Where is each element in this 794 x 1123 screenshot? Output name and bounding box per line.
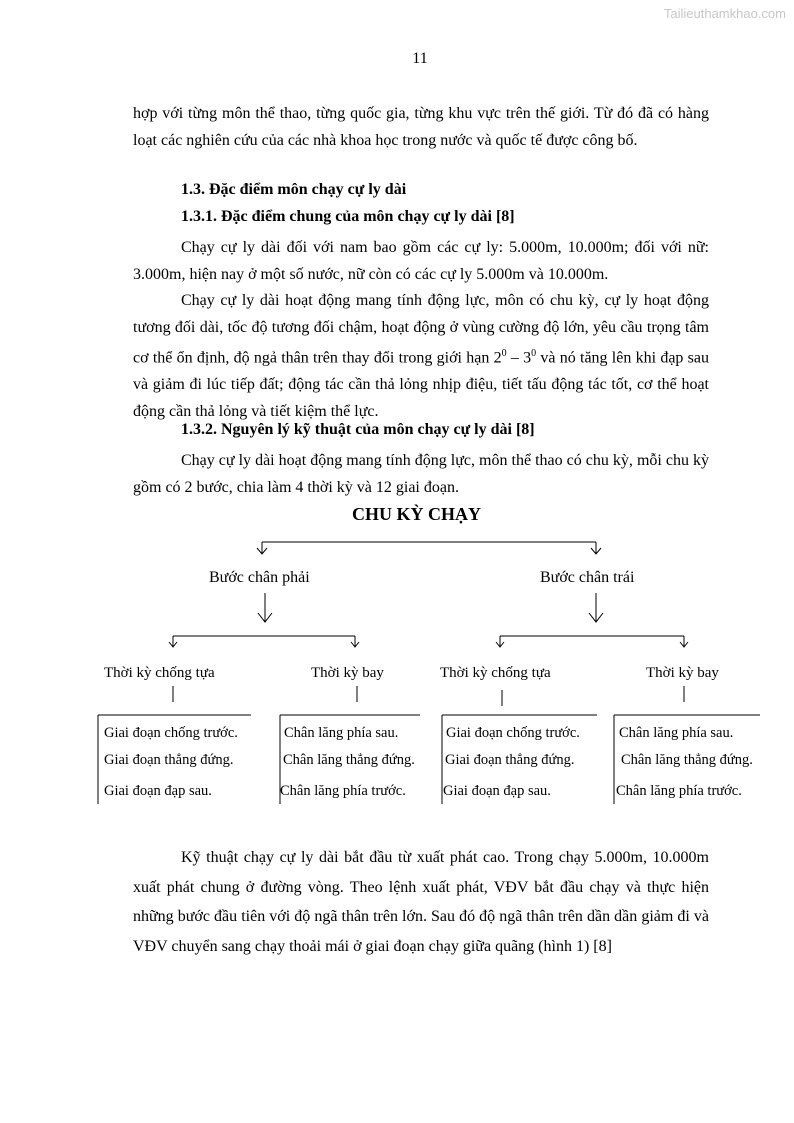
paragraph-technique: Kỹ thuật chạy cự ly dài bắt đầu từ xuất phát cao. Trong chạy 5.000m, 10.000m xuất phát chung ở đường vòng. Theo lệnh xuất phát, VĐV bắt đầu chạy và thực hiện những bước đầu tiên với độ ngã thân trên lớn. Sau đó độ ngã thân trên dần dần giảm đi và VĐV chuyển sang chạy thoải mái ở giai đoạn chạy giữa quãng (hình 1) [8]: [133, 849, 709, 955]
page-number: 11: [412, 50, 428, 67]
paragraph-distances: Chạy cự ly dài đối với nam bao gồm các cự ly: 5.000m, 10.000m; đối với nữ: 3.000m, hiện nay ở một số nước, nữ còn có các cự ly 5.000m và 10.000m.: [133, 239, 709, 283]
paragraph-principle: Chạy cự ly dài hoạt động mang tính động lực, môn thể thao có chu kỳ, mỗi chu kỳ gồm có 2 bước, chia làm 4 thời kỳ và 12 giai đoạn.: [133, 452, 709, 496]
angle-max: 3: [523, 349, 532, 367]
left-step-label: Bước chân trái: [540, 569, 635, 586]
period-support-2: Thời kỳ chống tựa: [440, 665, 551, 681]
angle-min: 2: [493, 349, 502, 367]
phase-1-1: Giai đoạn chống trước.: [104, 725, 238, 741]
p2-text-before: Chạy cự ly dài hoạt động mang tính động lực, môn có chu kỳ, cự ly hoạt động tương đối dài, tốc độ tương đối chậm, hoạt động ở vùng cường độ lớn, yêu cầu trọng tâm cơ thể ổn định, độ ngả thân trên thay đổi trong giới hạn: [133, 292, 709, 367]
phase-2-3: Chân lăng phía trước.: [280, 783, 406, 799]
phase-3-3: Giai đoạn đạp sau.: [443, 783, 551, 799]
angle-dash: –: [506, 349, 524, 367]
section-1-3-heading: 1.3. Đặc điểm môn chạy cự ly dài: [181, 181, 407, 198]
phase-2-1: Chân lăng phía sau.: [284, 725, 399, 741]
section-1-3-2-heading: 1.3.2. Nguyên lý kỹ thuật của môn chạy cự ly dài [8]: [181, 421, 535, 438]
intro-paragraph: hợp với từng môn thể thao, từng quốc gia, từng khu vực trên thế giới. Từ đó đã có hàng loạt các nghiên cứu của các nhà khoa học trong nước và quốc tế được công bố.: [133, 105, 709, 149]
phase-3-2: Giai đoạn thẳng đứng.: [445, 752, 575, 768]
p2-text-after: và nó tăng lên khi đạp sau và giảm đi lúc tiếp đất; động tác cần thả lỏng nhịp điệu, tiết tấu động tác tốt, cơ thể hoạt động cần thả lỏng và tiết kiệm thể lực.: [133, 349, 710, 421]
period-flight-2: Thời kỳ bay: [646, 665, 719, 681]
watermark: Tailieuthamkhao.com: [663, 6, 786, 21]
phase-4-2: Chân lăng thẳng đứng.: [621, 752, 753, 768]
phase-4-3: Chân lăng phía trước.: [616, 783, 742, 799]
phase-1-3: Giai đoạn đạp sau.: [104, 783, 212, 799]
phase-1-2: Giai đoạn thẳng đứng.: [104, 752, 234, 768]
period-flight-1: Thời kỳ bay: [311, 665, 384, 681]
diagram-title: CHU KỲ CHẠY: [352, 504, 481, 524]
section-1-3-1-heading: 1.3.1. Đặc điểm chung của môn chạy cự ly dài [8]: [181, 208, 515, 225]
angle-min-degree: 0: [501, 348, 507, 360]
period-support-1: Thời kỳ chống tựa: [104, 665, 215, 681]
right-step-label: Bước chân phải: [209, 569, 310, 586]
phase-4-1: Chân lăng phía sau.: [619, 725, 734, 741]
angle-max-degree: 0: [531, 348, 537, 360]
phase-3-1: Giai đoạn chống trước.: [446, 725, 580, 741]
phase-2-2: Chân lăng thẳng đứng.: [283, 752, 415, 768]
